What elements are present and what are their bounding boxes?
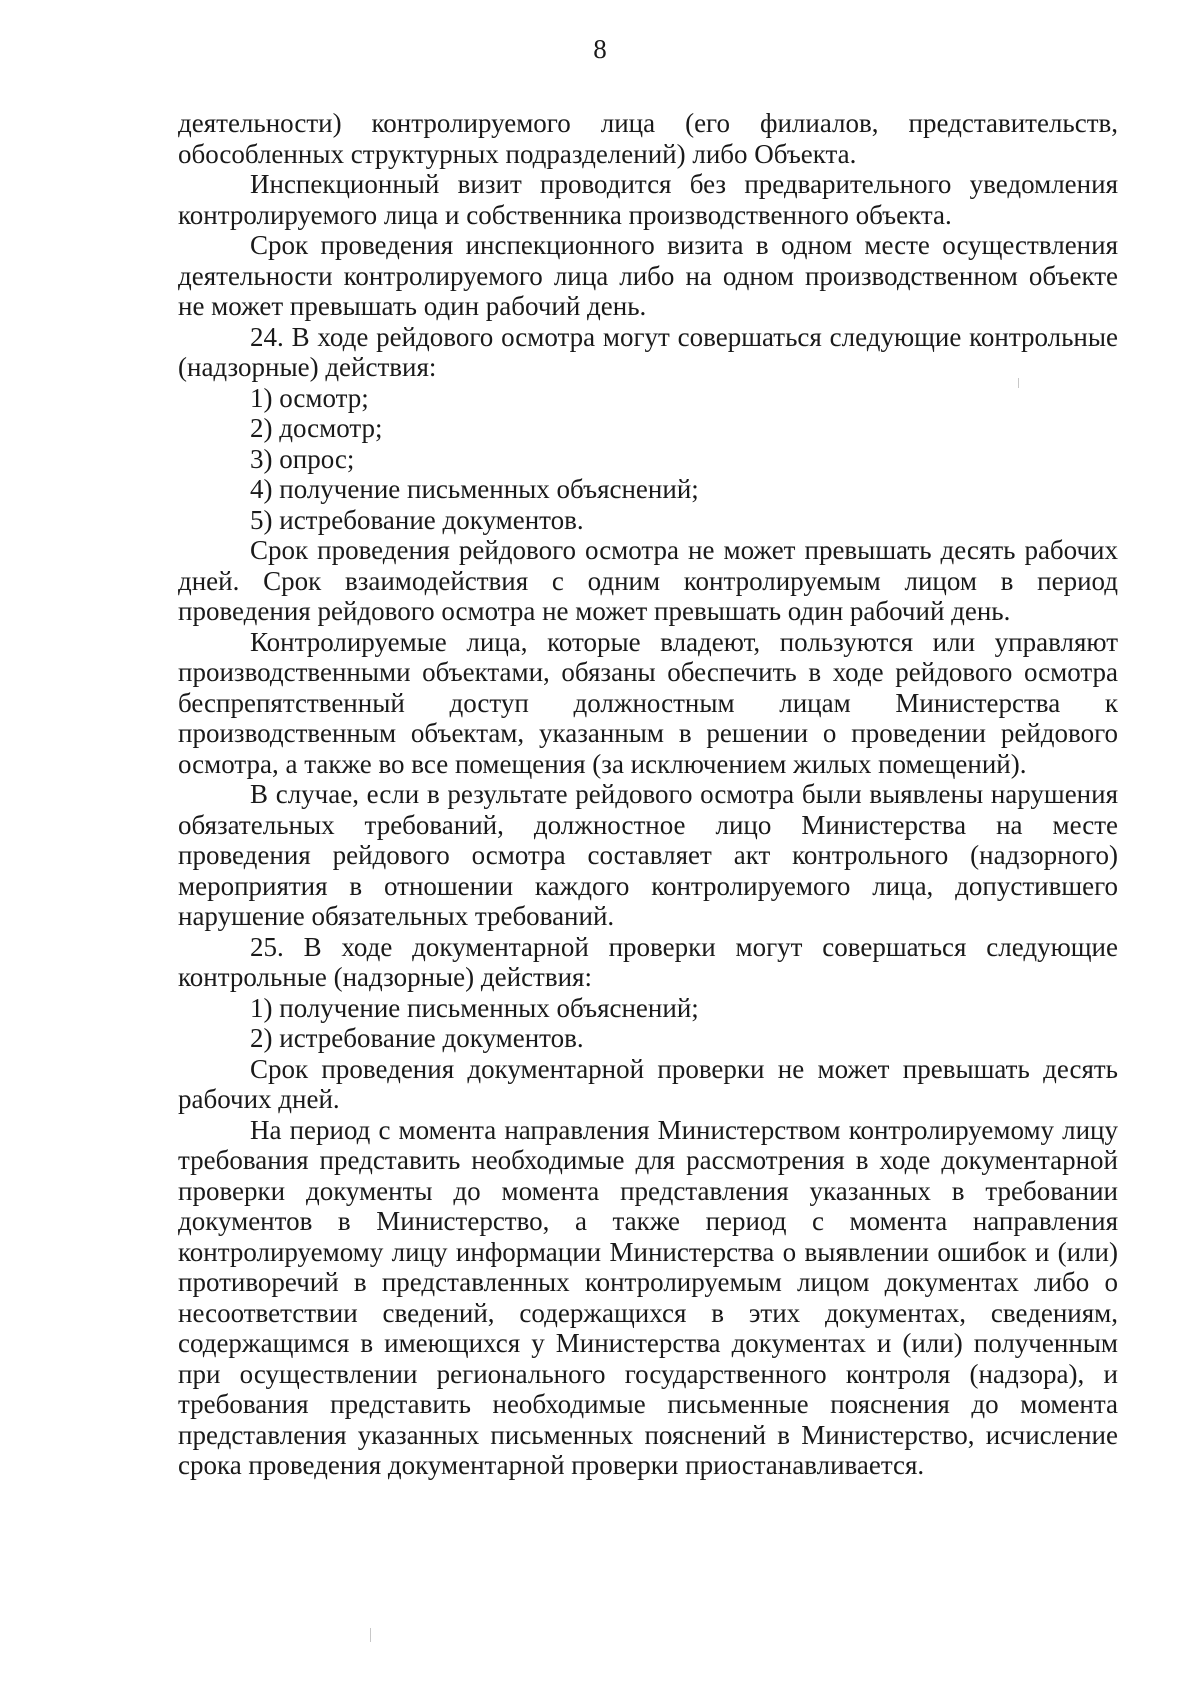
list-item: 5) истребование документов. [250, 504, 584, 535]
list-item: 3) опрос; [250, 443, 355, 474]
paragraph-documentary-term: Срок проведения документарной проверки не может превышать десять рабочих дней. [178, 1053, 1118, 1114]
list-item: 1) осмотр; [250, 382, 369, 413]
paragraph-continuation: деятельности) контролируемого лица (его филиалов, представительств, обособленных структурных подразделений) либо Объекта. [178, 108, 1118, 169]
paragraph-raid-violations: В случае, если в результате рейдового осмотра были выявлены нарушения обязательных требований, должностное лицо Министерства на месте проведения рейдового осмотра составляет акт контрольного (надзорного) мероприятия в отношении каждого контролируемого лица, допустившего нарушение обязательных требований. [178, 779, 1118, 931]
scan-artifact [1018, 378, 1019, 388]
paragraph-raid-access: Контролируемые лица, которые владеют, пользуются или управляют производственными объектами, обязаны обеспечить в ходе рейдового осмотра беспрепятственный доступ должностным лицам Министерства к производственным объектам, указанным в решении о проведении рейдового осмотра, а также во все помещения (за исключением жилых помещений). [178, 626, 1118, 779]
paragraph-inspection-visit-notice: Инспекционный визит проводится без предварительного уведомления контролируемого лица и собственника производственного объекта. [178, 169, 1118, 230]
scan-artifact [370, 1628, 371, 1642]
paragraph-documentary-suspension: На период с момента направления Министерством контролируемому лицу требования представить необходимые для рассмотрения в ходе документарной проверки документы до момента представления указанных в требовании документов в Министерство, а также период с момента направления контролируемому лицу информации Министерства о выявлении ошибок и (или) противоречий в представленных контролируемым лицом документах либо о несоответствии сведений, содержащихся в этих документах, сведениям, содержащимся в имеющихся у Министерства документах и (или) полученным при осуществлении регионального государственного контроля (надзора), и требования представить необходимые письменные пояснения до момента представления указанных письменных пояснений в Министерство, исчисление срока проведения документарной проверки приостанавливается. [178, 1114, 1118, 1480]
list-item: 2) досмотр; [250, 413, 383, 443]
page-number: 8 [593, 34, 607, 64]
document-body [178, 108, 1118, 1481]
list-item: 2) истребование документов. [250, 1023, 584, 1053]
list-item: 1) получение письменных объяснений; [250, 992, 699, 1023]
list-item: 4) получение письменных объяснений; [250, 474, 699, 504]
paragraph-item-25: 25. В ходе документарной проверки могут совершаться следующие контрольные (надзорные) действия: [178, 931, 1118, 992]
paragraph-raid-term: Срок проведения рейдового осмотра не может превышать десять рабочих дней. Срок взаимодействия с одним контролируемым лицом в период проведения рейдового осмотра не может превышать один рабочий день. [178, 535, 1118, 626]
paragraph-item-24: 24. В ходе рейдового осмотра могут совершаться следующие контрольные (надзорные) действия: [178, 321, 1118, 382]
paragraph-inspection-visit-term: Срок проведения инспекционного визита в одном месте осуществления деятельности контролируемого лица либо на одном производственном объекте не может превышать один рабочий день. [178, 230, 1118, 321]
